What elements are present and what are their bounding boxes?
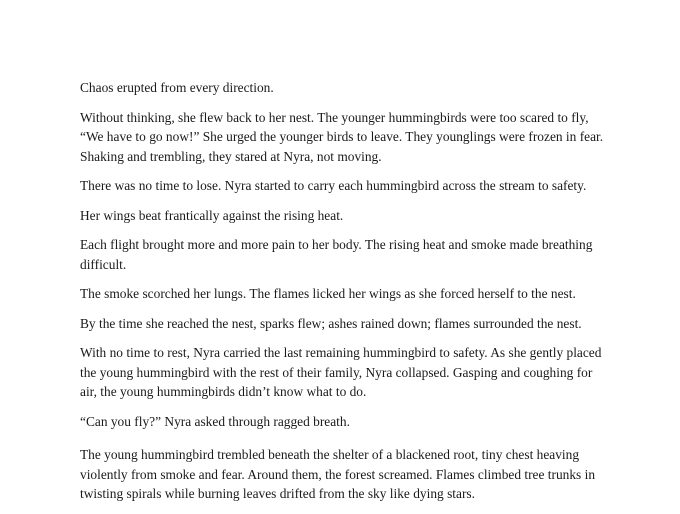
paragraph-4: Her wings beat frantically against the rising heat. — [80, 207, 344, 223]
paragraph-3: There was no time to lose. Nyra started to carry each hummingbird across the stream to safety. — [80, 178, 587, 193]
paragraph-2: Without thinking, she flew back to her nest. The younger hummingbirds were too scared to fly, “We have to go now!” She urged the younger birds to leave. They younglings were frozen in fear. Shaking and trembling, they stared at Nyra, not moving. — [80, 109, 604, 164]
paragraph-9: “Can you fly?” Nyra asked through ragged breath. — [80, 413, 350, 429]
paragraph-7: By the time she reached the nest, sparks flew; ashes rained down; flames surrounded the nest. — [80, 315, 582, 331]
paragraph-5: Each flight brought more and more pain to her body. The rising heat and smoke made breathing difficult. — [80, 237, 593, 272]
paragraph-6: The smoke scorched her lungs. The flames licked her wings as she forced herself to the nest. — [80, 286, 576, 301]
paragraph-10: The young hummingbird trembled beneath the shelter of a blackened root, tiny chest heaving violently from smoke and fear. Around them, the forest screamed. Flames climbed tree trunks in twisting spirals while burning leaves drifted from the sky like dying stars. — [80, 447, 596, 501]
paragraph-1: Chaos erupted from every direction. — [80, 80, 274, 95]
story-text — [80, 78, 610, 514]
paragraph-8: With no time to rest, Nyra carried the last remaining hummingbird to safety. As she gently placed the young hummingbird with the rest of their family, Nyra collapsed. Gasping and coughing for air, the young hummingbirds didn’t know what to do. — [80, 345, 602, 399]
